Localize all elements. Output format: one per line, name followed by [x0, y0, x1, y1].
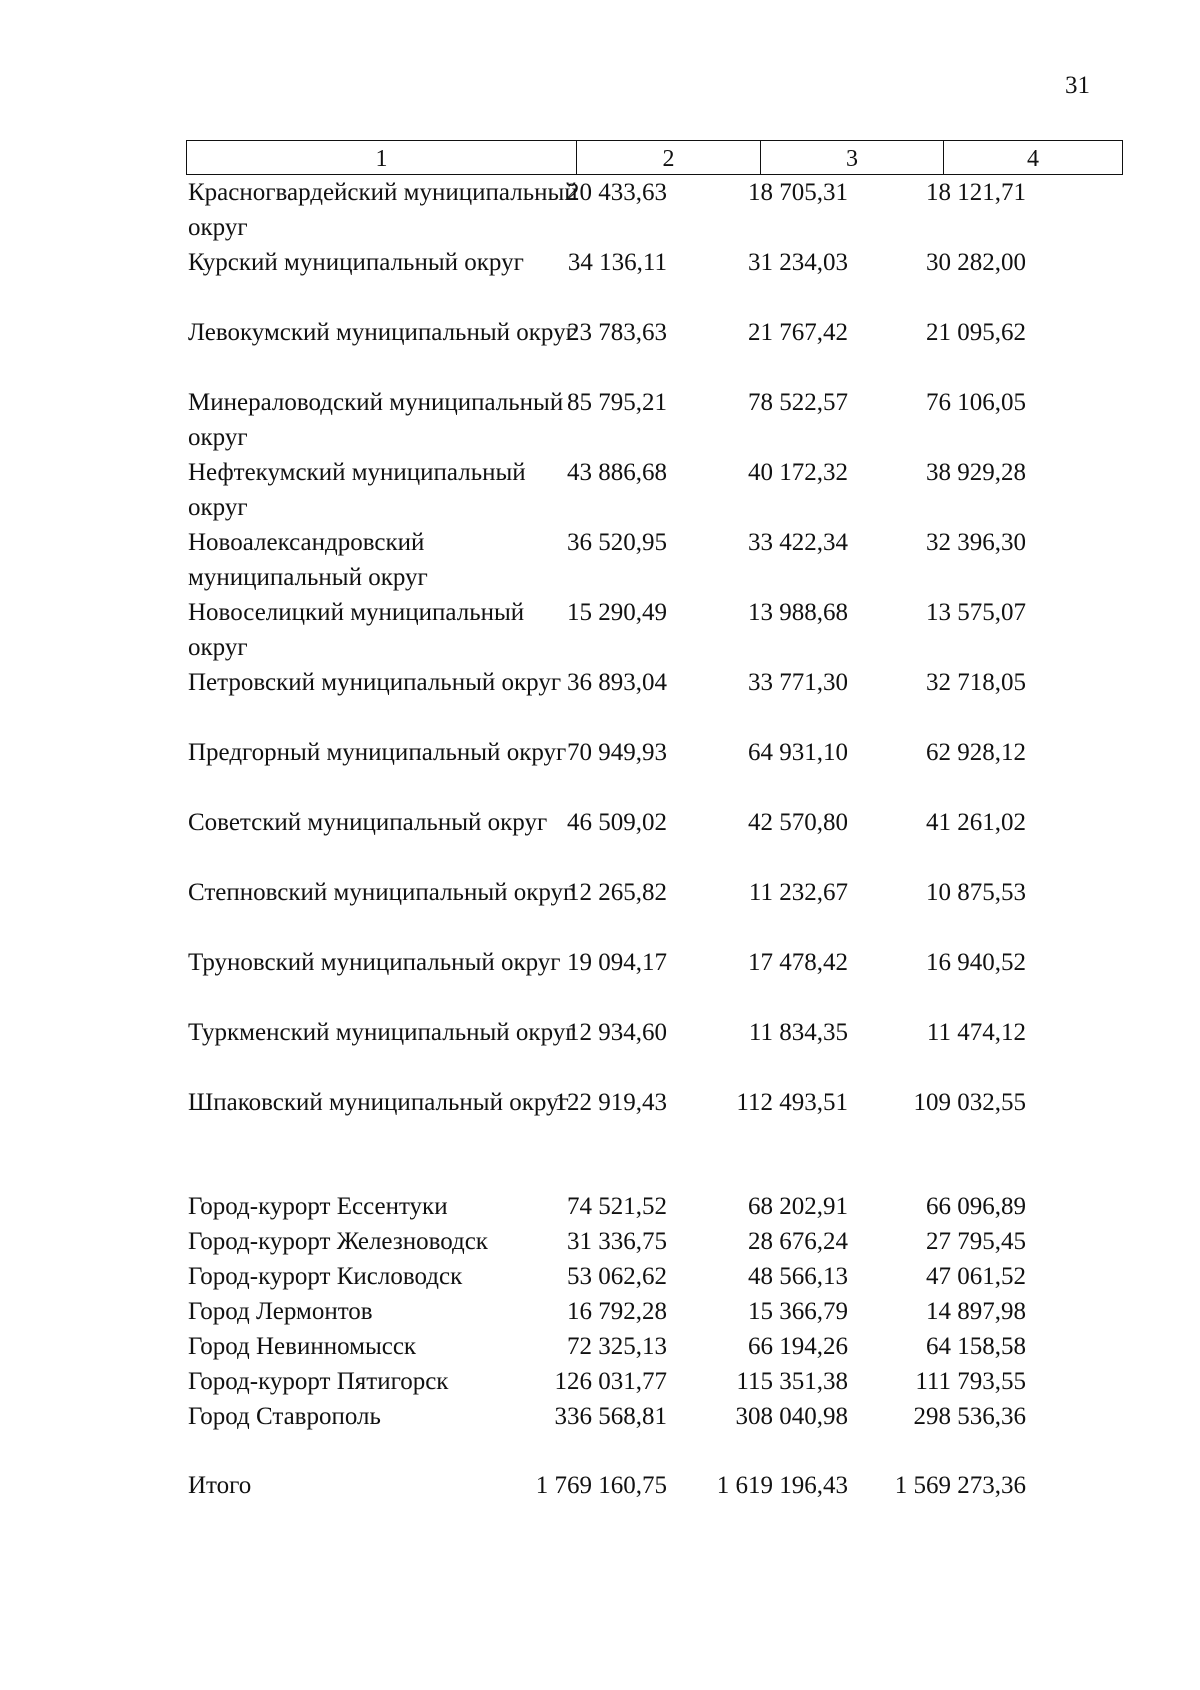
row-value-col3: 78 522,57 [748, 389, 848, 416]
table-row [188, 805, 1122, 875]
column-header-1: 1 [187, 141, 577, 175]
row-value-col3: 42 570,80 [748, 809, 848, 836]
row-name: Город-курорт Кисловодск [188, 1263, 463, 1290]
table-row [188, 595, 1122, 665]
row-value-col2: 20 433,63 [567, 179, 667, 206]
row-value-col2: 74 521,52 [567, 1193, 667, 1220]
row-name: Степновский муниципальный округ [188, 879, 574, 906]
cities-section [188, 1189, 1122, 1434]
total-row [188, 1468, 1122, 1503]
row-value-col4: 76 106,05 [926, 389, 1026, 416]
table-row [188, 1329, 1122, 1364]
row-value-col2: 36 520,95 [567, 529, 667, 556]
row-value-col2: 46 509,02 [567, 809, 667, 836]
row-value-col4: 21 095,62 [926, 319, 1026, 346]
row-value-col2: 336 568,81 [554, 1403, 667, 1430]
row-value-col4: 41 261,02 [926, 809, 1026, 836]
row-value-col3: 48 566,13 [748, 1263, 848, 1290]
row-value-col3: 28 676,24 [748, 1228, 848, 1255]
row-name: Новоалександровский муниципальный округ [188, 529, 428, 591]
row-value-col3: 112 493,51 [736, 1089, 848, 1116]
row-value-col4: 14 897,98 [926, 1298, 1026, 1325]
table-row [188, 1259, 1122, 1294]
row-value-col3: 40 172,32 [748, 459, 848, 486]
row-value-col3: 15 366,79 [748, 1298, 848, 1325]
row-value-col3: 115 351,38 [736, 1368, 848, 1395]
total-value-col3: 1 619 196,43 [716, 1472, 848, 1499]
row-value-col3: 33 422,34 [748, 529, 848, 556]
table-row [188, 735, 1122, 805]
table-row [188, 385, 1122, 455]
row-value-col2: 126 031,77 [554, 1368, 667, 1395]
row-value-col4: 38 929,28 [926, 459, 1026, 486]
row-value-col3: 33 771,30 [748, 669, 848, 696]
row-value-col2: 53 062,62 [567, 1263, 667, 1290]
row-value-col4: 111 793,55 [915, 1368, 1026, 1395]
row-value-col2: 31 336,75 [567, 1228, 667, 1255]
row-name: Город Ставрополь [188, 1403, 381, 1430]
row-name: Шпаковский муниципальный округ [188, 1089, 569, 1116]
table-row [188, 875, 1122, 945]
column-header-3: 3 [761, 141, 944, 175]
row-name: Минераловодский муниципальный округ [188, 389, 564, 451]
row-name: Предгорный муниципальный округ [188, 739, 567, 766]
row-value-col4: 109 032,55 [913, 1089, 1026, 1116]
column-header-row [186, 140, 1123, 175]
row-value-col3: 17 478,42 [748, 949, 848, 976]
row-value-col4: 13 575,07 [926, 599, 1026, 626]
row-value-col2: 12 934,60 [567, 1019, 667, 1046]
column-header-2: 2 [577, 141, 761, 175]
row-value-col2: 85 795,21 [567, 389, 667, 416]
row-value-col3: 21 767,42 [748, 319, 848, 346]
table-row [188, 1364, 1122, 1399]
row-value-col2: 70 949,93 [567, 739, 667, 766]
row-name: Город Лермонтов [188, 1298, 373, 1325]
row-value-col2: 36 893,04 [567, 669, 667, 696]
row-value-col4: 27 795,45 [926, 1228, 1026, 1255]
table-row [188, 315, 1122, 385]
row-value-col2: 34 136,11 [567, 249, 667, 276]
row-value-col4: 32 718,05 [926, 669, 1026, 696]
table-row [188, 1085, 1122, 1155]
row-value-col4: 32 396,30 [926, 529, 1026, 556]
table-row [188, 455, 1122, 525]
row-value-col2: 12 265,82 [567, 879, 667, 906]
table-row [188, 945, 1122, 1015]
table-row [188, 1015, 1122, 1085]
table-row [188, 1294, 1122, 1329]
table-row [188, 1224, 1122, 1259]
row-name: Город-курорт Железноводск [188, 1228, 488, 1255]
total-value-col2: 1 769 160,75 [535, 1472, 667, 1499]
total-value-col4: 1 569 273,36 [894, 1472, 1026, 1499]
data-table-body [188, 175, 1122, 1503]
row-name: Город-курорт Ессентуки [188, 1193, 448, 1220]
row-value-col3: 13 988,68 [748, 599, 848, 626]
table-row [188, 1189, 1122, 1224]
row-name: Туркменский муниципальный округ [188, 1019, 576, 1046]
row-value-col3: 308 040,98 [735, 1403, 848, 1430]
total-label: Итого [188, 1472, 252, 1499]
row-name: Город-курорт Пятигорск [188, 1368, 449, 1395]
page-number: 31 [1065, 72, 1090, 99]
row-value-col2: 72 325,13 [567, 1333, 667, 1360]
row-value-col4: 64 158,58 [926, 1333, 1026, 1360]
row-name: Курский муниципальный округ [188, 249, 524, 276]
row-value-col4: 66 096,89 [926, 1193, 1026, 1220]
table-row [188, 665, 1122, 735]
row-name: Левокумский муниципальный округ [188, 319, 576, 346]
row-value-col2: 15 290,49 [567, 599, 667, 626]
table-row [188, 1399, 1122, 1434]
row-value-col4: 30 282,00 [926, 249, 1026, 276]
row-value-col4: 62 928,12 [926, 739, 1026, 766]
row-name: Нефтекумский муниципальный округ [188, 459, 526, 521]
row-value-col2: 16 792,28 [567, 1298, 667, 1325]
row-value-col4: 16 940,52 [926, 949, 1026, 976]
row-value-col4: 298 536,36 [913, 1403, 1026, 1430]
row-name: Советский муниципальный округ [188, 809, 548, 836]
row-value-col3: 66 194,26 [748, 1333, 848, 1360]
row-value-col2: 43 886,68 [567, 459, 667, 486]
row-name: Новоселицкий муниципальный округ [188, 599, 525, 661]
row-value-col2: 122 919,43 [554, 1089, 667, 1116]
districts-section [188, 175, 1122, 1155]
row-name: Город Невинномысск [188, 1333, 417, 1360]
row-value-col3: 18 705,31 [748, 179, 848, 206]
row-value-col2: 19 094,17 [567, 949, 667, 976]
row-value-col3: 68 202,91 [748, 1193, 848, 1220]
row-name: Петровский муниципальный округ [188, 669, 562, 696]
row-value-col3: 11 834,35 [748, 1019, 848, 1046]
row-value-col4: 47 061,52 [926, 1263, 1026, 1290]
row-value-col3: 31 234,03 [748, 249, 848, 276]
row-name: Красногвардейский муниципальный округ [188, 179, 578, 241]
column-header-4: 4 [944, 141, 1123, 175]
row-value-col3: 11 232,67 [748, 879, 848, 906]
row-value-col4: 18 121,71 [926, 179, 1026, 206]
row-name: Труновский муниципальный округ [188, 949, 561, 976]
row-value-col3: 64 931,10 [748, 739, 848, 766]
table-row [188, 245, 1122, 315]
table-row [188, 525, 1122, 595]
row-value-col4: 11 474,12 [926, 1019, 1026, 1046]
table-row [188, 175, 1122, 245]
row-value-col4: 10 875,53 [926, 879, 1026, 906]
row-value-col2: 23 783,63 [567, 319, 667, 346]
